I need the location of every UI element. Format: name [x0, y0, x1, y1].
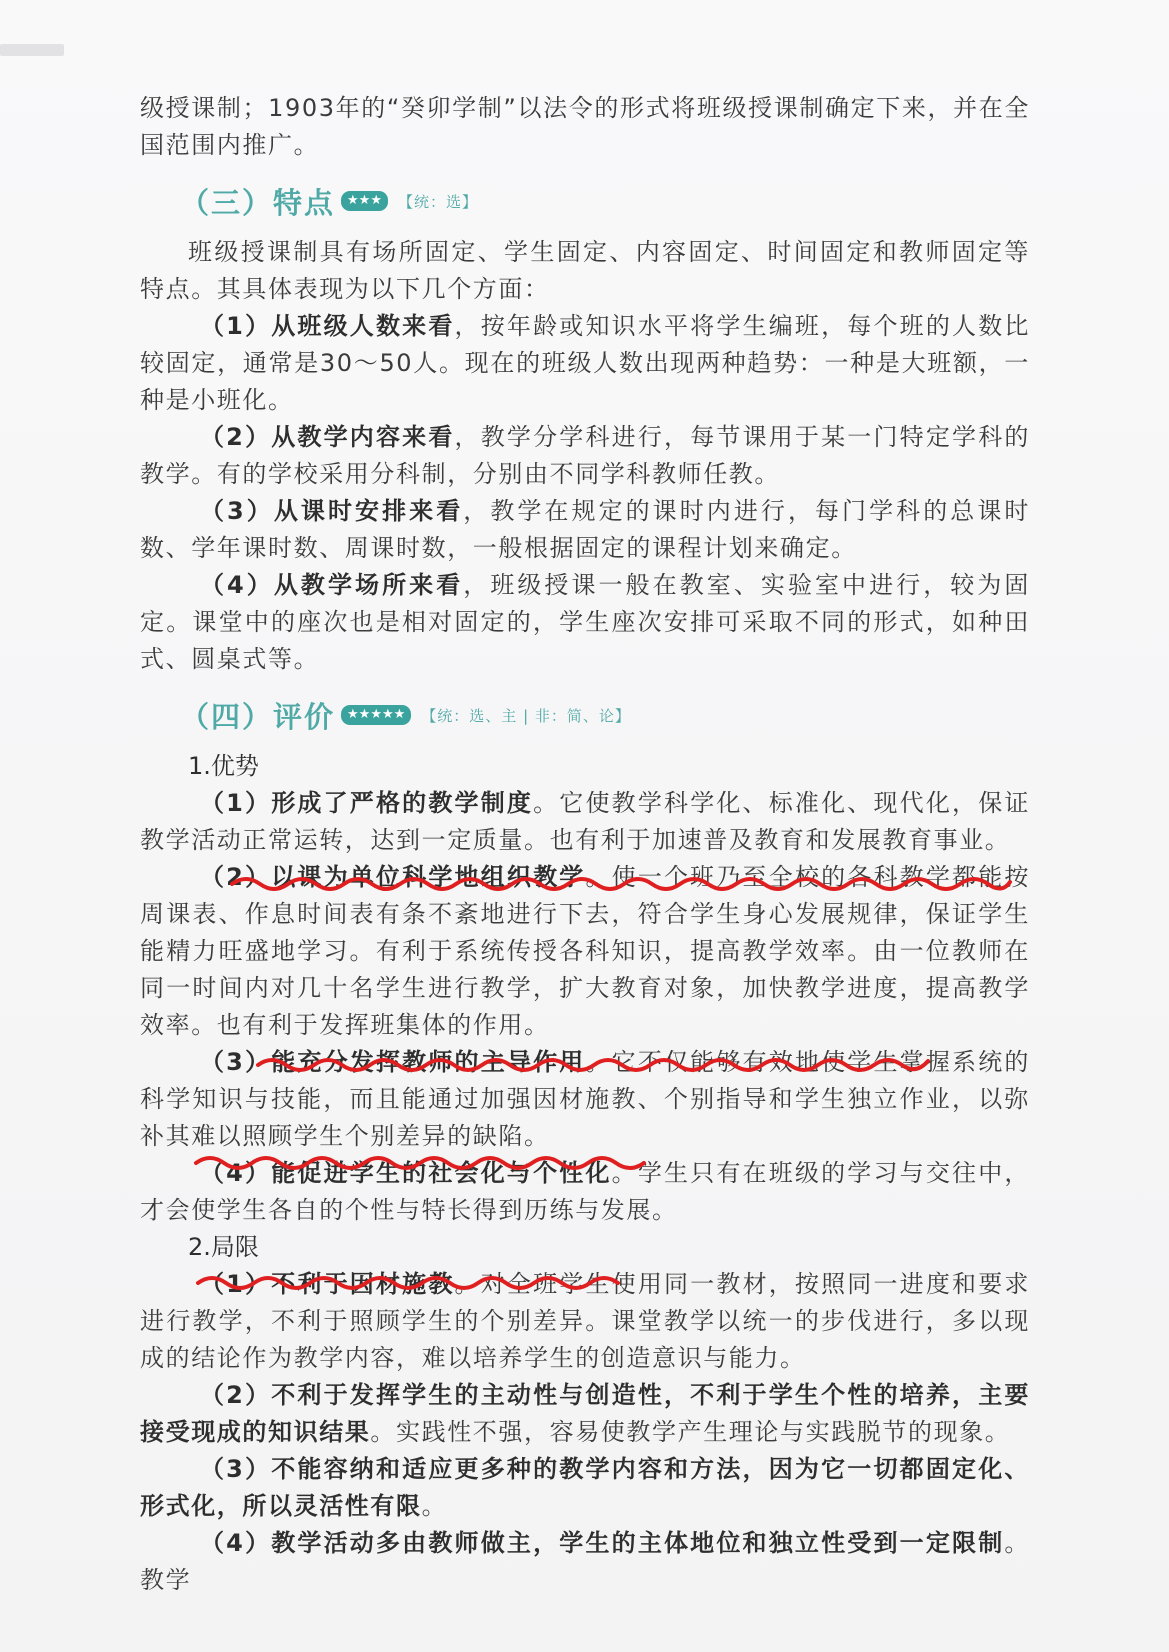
item-text: 。使一个班乃至全校的各科教学都能按周课表、作息时间表有条不紊地进行下去，符合学生身心发展规律，保证学生能精力旺盛地学习。有利于系统传授各科知识，提高教学效率。由一位教师在同一时间内对几十名学生进行教学，扩大教育对象，加快教学进度，提高教学效率。也有利于发挥班集体的作用。: [140, 863, 1030, 1039]
item-lead: （4）能促进学生的社会化与个性化: [200, 1159, 612, 1187]
item-text: 。它使教学科学化、标准化、现代化，保证教学活动正常运转，达到一定质量。也有利于加速普及教育和发展教育事业。: [140, 789, 1030, 854]
item-lead: （3）不能容纳和适应更多种的教学内容和方法，因为它一切都固定化、形式化，所以灵活性有限: [140, 1455, 1030, 1520]
exam-tag: 【统：选】: [397, 192, 478, 211]
document-body: [140, 90, 1030, 1599]
item-text: ，教学分学科进行，每节课用于某一门特定学科的教学。有的学校采用分科制，分别由不同学科教师任教。: [140, 423, 1031, 488]
star-rating-badge: ★★★★★: [341, 705, 411, 725]
item-lead: （3）能充分发挥教师的主导作用: [200, 1048, 586, 1076]
item-text: ，班级授课一般在教室、实验室中进行，较为固定。课堂中的座次也是相对固定的，学生座次安排可采取不同的形式，如种田式、圆桌式等。: [140, 571, 1030, 673]
intro-paragraph: 级授课制；1903年的“癸卯学制”以法令的形式将班级授课制确定下来，并在全国范围内推广。: [140, 94, 1030, 159]
item-text: 。学生只有在班级的学习与交往中，才会使学生各自的个性与特长得到历练与发展。: [140, 1159, 1030, 1224]
feature-item: [140, 419, 1030, 493]
section-heading-evaluation: [180, 692, 1030, 738]
limitation-item: [140, 1377, 1030, 1451]
section-title: （三）特点: [180, 185, 336, 220]
feature-item: [140, 493, 1030, 567]
item-text: 。对全班学生使用同一教材，按照同一进度和要求进行教学，不利于照顾学生的个别差异。课堂教学以统一的步伐进行，多以现成的结论作为教学内容，难以培养学生的创造意识与能力。: [140, 1270, 1031, 1372]
item-lead: （2）从教学内容来看: [200, 423, 455, 451]
item-lead: （2）以课为单位科学地组织教学: [200, 863, 586, 891]
features-intro: 班级授课制具有场所固定、学生固定、内容固定、时间固定和教师固定等特点。其具体表现为以下几个方面：: [140, 238, 1030, 303]
item-lead: （1）形成了严格的教学制度: [200, 789, 534, 817]
item-lead: （4）教学活动多由教师做主，学生的主体地位和独立性受到一定限制: [200, 1529, 1005, 1557]
item-text: 。教学: [140, 1529, 1030, 1594]
limitation-item: [140, 1451, 1030, 1525]
item-text: 。它不仅能够有效地使学生掌握系统的科学知识与技能，而且能通过加强因材施教、个别指导和学生独立作业，以弥补其难以照顾学生个别差异的缺陷。: [140, 1048, 1030, 1150]
limitation-item: [140, 1266, 1030, 1377]
advantage-item: [140, 785, 1030, 859]
item-text: ，按年龄或知识水平将学生编班，每个班的人数比较固定，通常是30～50人。现在的班级人数出现两种趋势：一种是大班额，一种是小班化。: [140, 312, 1031, 414]
item-lead: （4）从教学场所来看: [200, 571, 464, 599]
section-heading-features: [180, 178, 1030, 224]
item-text: 。: [421, 1492, 448, 1520]
page-edge-mark: [0, 44, 64, 56]
exam-tag: 【统：选、主 | 非：简、论】: [421, 706, 631, 725]
feature-item: [140, 308, 1030, 419]
feature-item: [140, 567, 1030, 678]
item-lead: （2）不利于发挥学生的主动性与创造性，不利于学生个性的培养，主要接受现成的知识结果: [140, 1381, 1030, 1446]
item-text: 。实践性不强，容易使教学产生理论与实践脱节的现象。: [370, 1418, 1011, 1446]
limitation-item: [140, 1525, 1030, 1599]
item-lead: （1）从班级人数来看: [200, 312, 455, 340]
item-lead: （3）从课时安排来看: [200, 497, 464, 525]
advantage-item: [140, 1155, 1030, 1229]
item-lead: （1）不利于因材施教: [200, 1270, 455, 1298]
section-title: （四）评价: [180, 699, 336, 734]
subheading-limitations: 2.局限: [188, 1233, 259, 1261]
item-text: ，教学在规定的课时内进行，每门学科的总课时数、学年课时数、周课时数，一般根据固定的课程计划来确定。: [140, 497, 1030, 562]
subheading-advantages: 1.优势: [188, 752, 259, 780]
star-rating-badge: ★★★: [341, 191, 388, 211]
advantage-item: [140, 859, 1030, 1044]
advantage-item: [140, 1044, 1030, 1155]
